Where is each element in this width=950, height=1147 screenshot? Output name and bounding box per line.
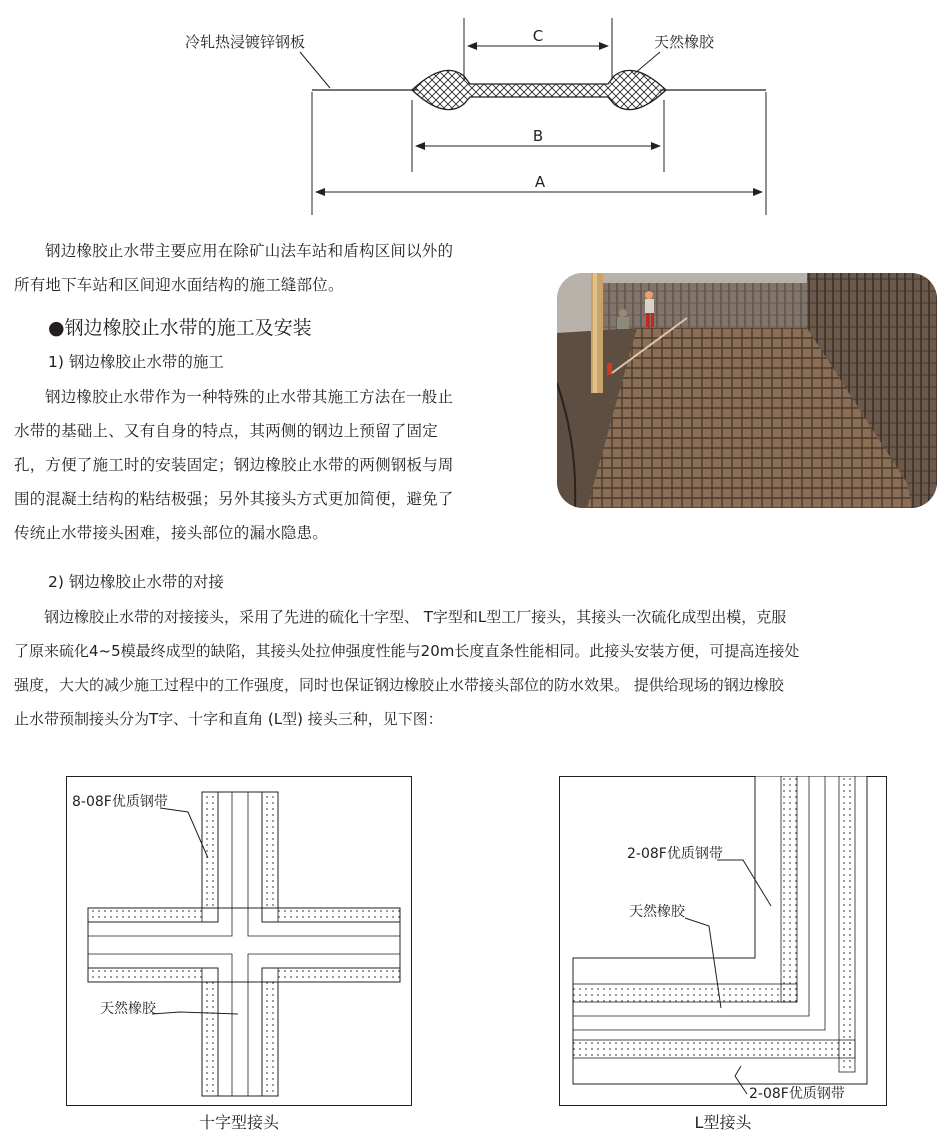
l-label-steel-top: 2-08F优质钢带: [627, 846, 723, 862]
l-label-rubber: 天然橡胶: [629, 904, 685, 920]
para1-line-4: 围的混凝土结构的粘结极强；另外其接头方式更加简便，避免了: [14, 490, 454, 508]
para1-line-3: 孔，方便了施工时的安装固定；钢边橡胶止水带的两侧钢板与周: [14, 456, 454, 474]
intro-line-1: 钢边橡胶止水带主要应用在除矿山法车站和盾构区间以外的: [45, 242, 454, 260]
section-heading: ●钢边橡胶止水带的施工及安装: [48, 317, 312, 339]
cross-label-steel: 8-08F优质钢带: [72, 794, 168, 810]
para1-line-5: 传统止水带接头困难，接头部位的漏水隐患。: [14, 524, 329, 542]
construction-site-photo: [557, 273, 937, 508]
l-joint-caption: L型接头: [694, 1113, 752, 1132]
waterstop-cross-section-diagram: [0, 0, 950, 225]
l-joint-diagram: [559, 776, 887, 1106]
subsection-1-title: 1) 钢边橡胶止水带的施工: [48, 353, 224, 371]
para2-line-1: 钢边橡胶止水带的对接接头，采用了先进的硫化十字型、 T字型和L型工厂接头，其接头一次硫化成型出模，克服: [44, 608, 787, 626]
dim-a-label: A: [534, 173, 546, 191]
label-steel-plate: 冷轧热浸镀锌钢板: [185, 33, 306, 51]
intro-line-2: 所有地下车站和区间迎水面结构的施工缝部位。: [14, 276, 344, 294]
dim-b-label: B: [532, 127, 544, 145]
joint-paragraph: [14, 600, 944, 736]
cross-joint-caption: 十字型接头: [198, 1113, 279, 1132]
dim-c-label: C: [532, 27, 544, 45]
l-label-steel-bottom: 2-08F优质钢带: [749, 1086, 845, 1102]
para2-line-3: 强度，大大的减少施工过程中的工作强度，同时也保证钢边橡胶止水带接头部位的防水效果。 提供给现场的钢边橡胶: [14, 676, 784, 694]
para2-line-2: 了原来硫化4~5模最终成型的缺陷，其接头处拉伸强度性能与20m长度直条性能相同。此接头安装方便，可提高连接处: [14, 642, 800, 660]
intro-paragraph: [14, 234, 534, 302]
cross-label-rubber: 天然橡胶: [100, 1001, 156, 1017]
para1-line-1: 钢边橡胶止水带作为一种特殊的止水带其施工方法在一般止: [45, 388, 454, 406]
label-natural-rubber: 天然橡胶: [654, 33, 715, 51]
construction-paragraph: [14, 380, 534, 550]
subsection-2-title: 2) 钢边橡胶止水带的对接: [48, 573, 224, 591]
cross-joint-diagram: [66, 776, 412, 1106]
para2-line-4: 止水带预制接头分为T字、十字和直角 (L型) 接头三种，见下图：: [14, 710, 443, 728]
para1-line-2: 水带的基础上、又有自身的特点，其两侧的钢边上预留了固定: [14, 422, 438, 440]
rubber-body: [412, 70, 666, 109]
